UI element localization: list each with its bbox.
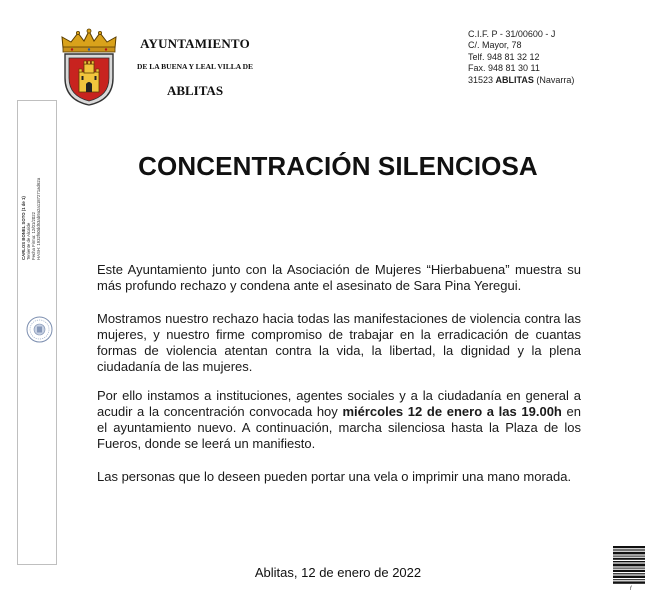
contact-phone: Telf. 948 81 32 12: [468, 51, 540, 62]
contact-region: (Navarra): [536, 74, 575, 85]
contact-address: C/. Mayor, 78: [468, 40, 522, 51]
paragraph-3-after: en el ayuntamiento nuevo. A continuación, marcha silenciosa hasta la Plaza de los Fueros, donde se leerá un manifiesto.: [97, 403, 581, 451]
signature-name: CARLOS BONEL SOTO (1 de 1): [21, 196, 26, 260]
contact-block: [468, 29, 574, 86]
contact-cif: C.I.F. P - 31/00600 - J: [468, 29, 556, 39]
barcode-icon: [613, 546, 645, 584]
event-datetime: miércoles 12 de enero a las 19.00h: [342, 403, 562, 419]
paragraph-3-before: Por ello instamos a instituciones, agentes sociales y a la ciudadanía en general a acudir a la concentración convocada hoy: [97, 388, 581, 419]
municipality-header: [128, 36, 262, 99]
place-date: Ablitas, 12 de enero de 2022: [254, 565, 422, 580]
paragraph-4: Las personas que lo deseen pueden portar una vela o imprimir una mano morada.: [97, 469, 572, 484]
contact-postal-line: [468, 75, 574, 86]
org-line-1: AYUNTAMIENTO: [140, 36, 250, 51]
org-line-3: ABLITAS: [166, 83, 224, 98]
org-line-2: DE LA BUENA Y LEAL VILLA DE: [136, 62, 253, 71]
document-title: CONCENTRACIÓN SILENCIOSA: [138, 151, 538, 181]
contact-postcode: 31523: [468, 74, 494, 85]
paragraph-3: [97, 388, 581, 452]
contact-fax: Fax. 948 81 30 11: [468, 63, 540, 74]
signature-block: [21, 178, 41, 260]
signature-role: Teniente de Alcalde: [26, 222, 31, 260]
signature-hash: HASH: 1932f60dd53ab9a2a1187271ad62a: [36, 177, 41, 260]
contact-town: ABLITAS: [495, 74, 534, 85]
coat-of-arms-icon: [58, 28, 120, 106]
paragraph-2: Mostramos nuestro rechazo hacia todas las manifestaciones de violencia contra las mujeres, y nuestro firme compromiso de trabajar en la erradicación de cuantas formas de violencia atentan contra la vida, la libertad, la dignidad y la plena ciudadanía de las mujeres.: [97, 311, 581, 374]
footer-mark: ŕ: [630, 586, 632, 592]
paragraph-1: Este Ayuntamiento junto con la Asociación de Mujeres “Hierbabuena” muestra su más profundo rechazo y condena ante el asesinato de Sara Pina Yeregui.: [97, 262, 581, 293]
signature-date: Fecha Firma: 12/01/2022: [31, 211, 36, 260]
seal-stamp-icon: [26, 316, 53, 343]
